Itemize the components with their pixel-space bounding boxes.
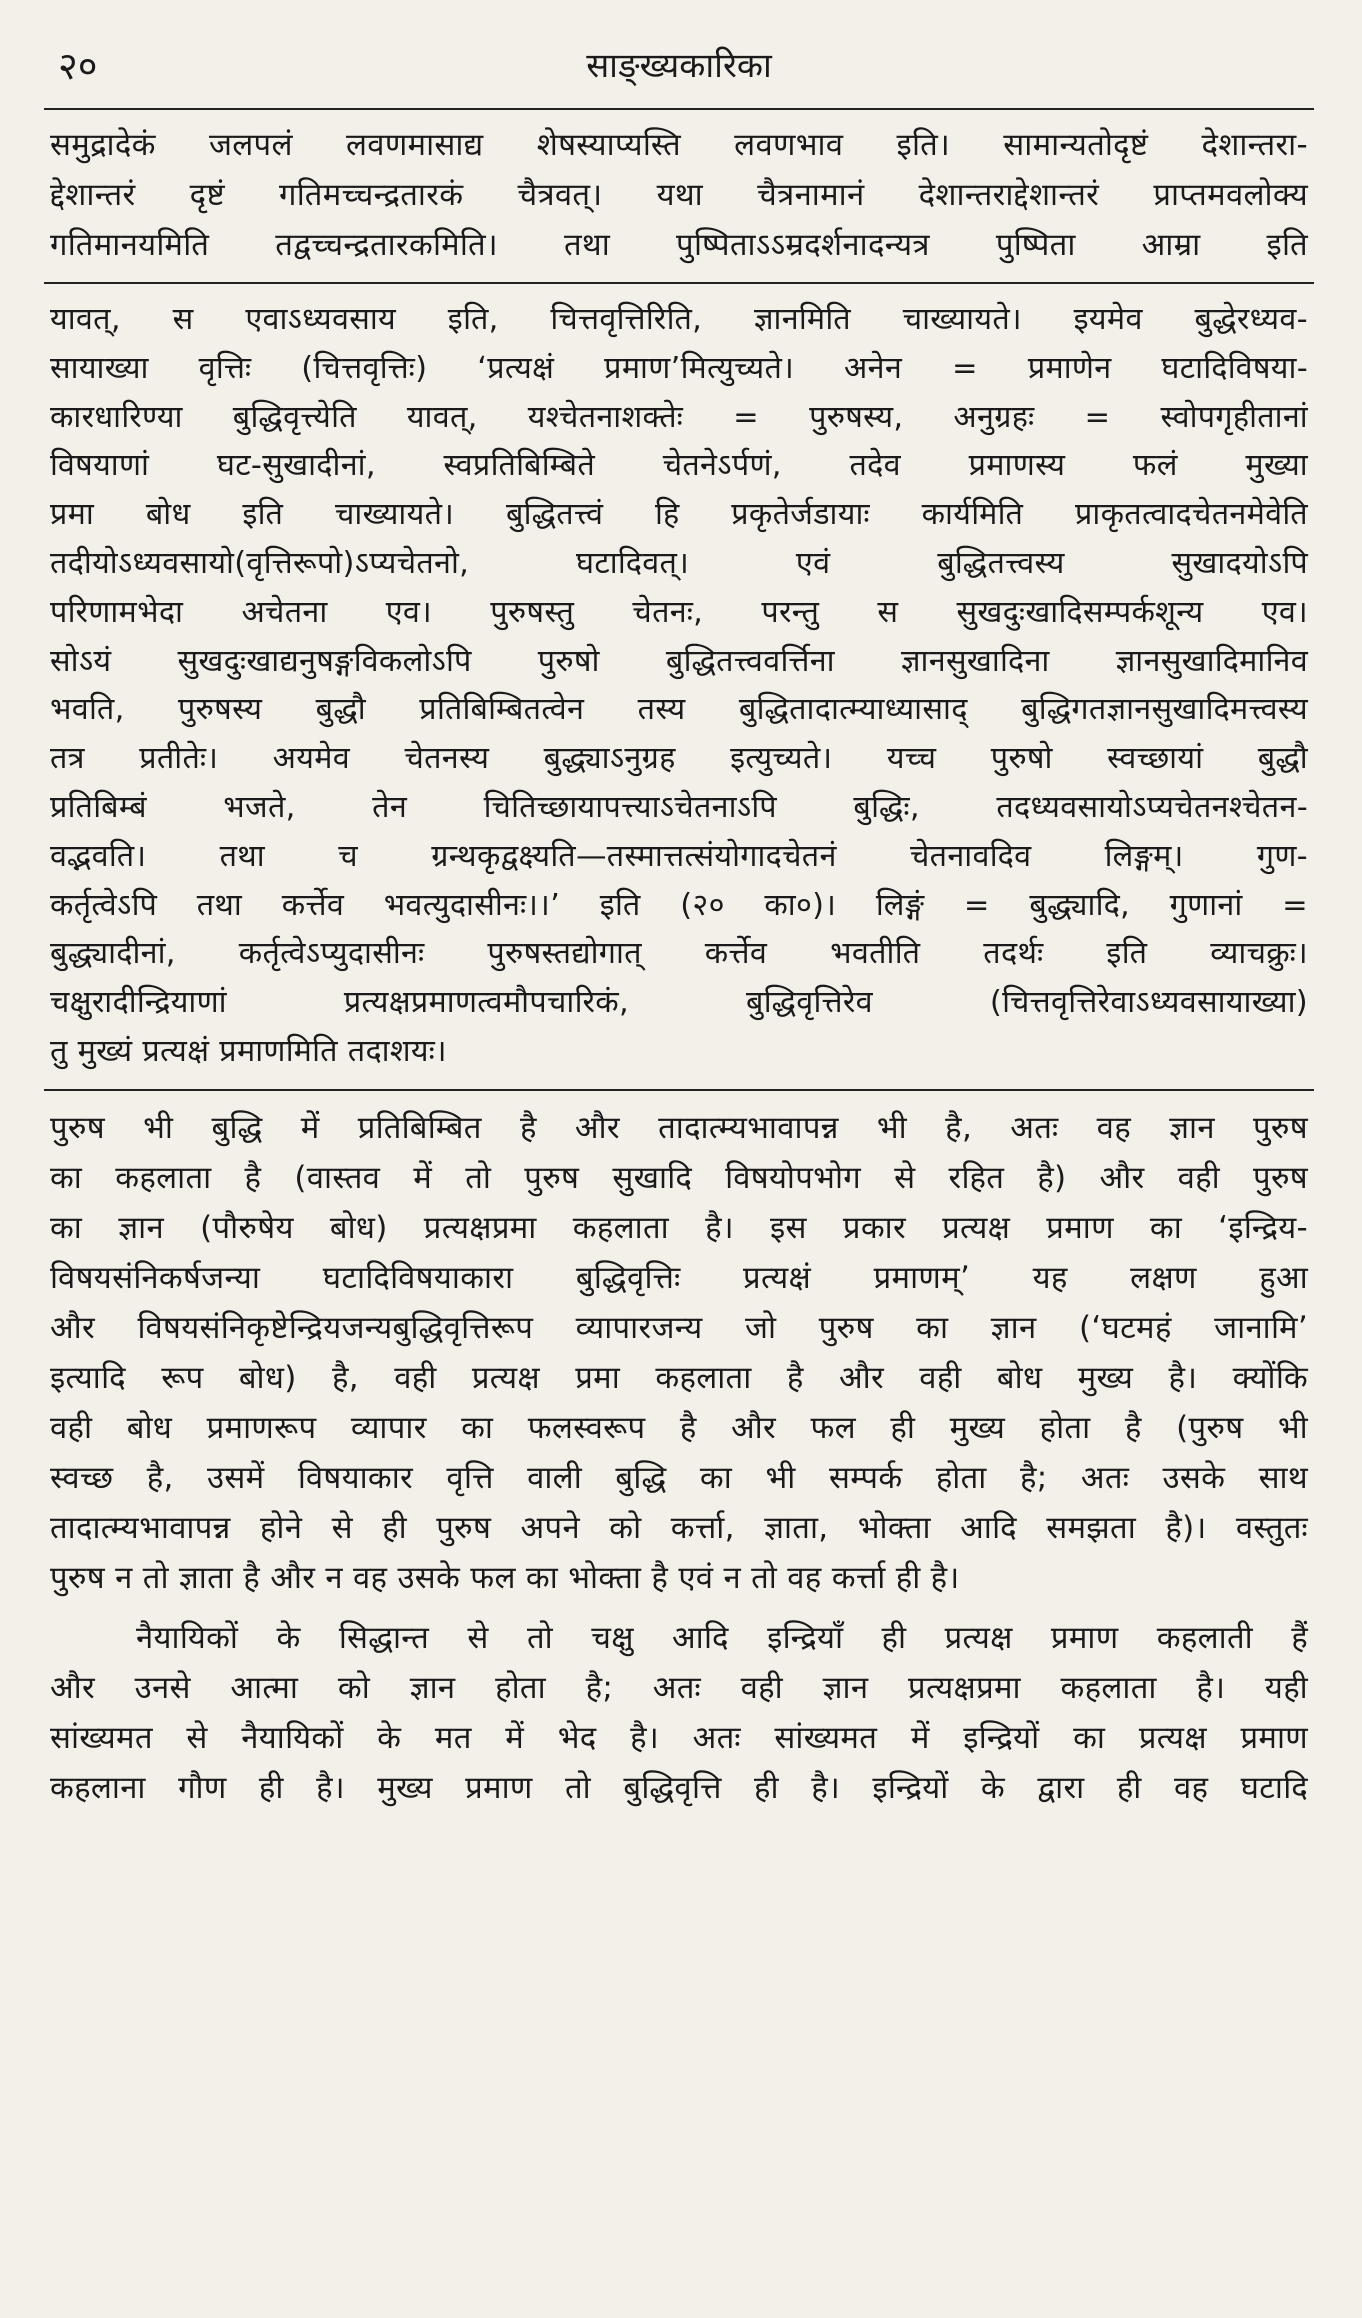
text-line: तत्र प्रतीतेः। अयमेव चेतनस्य बुद्ध्याऽनुग्रह इत्युच्यते। यच्च पुरुषो स्वच्छायां बुद्धौ (50, 741, 1308, 777)
text-line: विषयाणां घट-सुखादीनां, स्वप्रतिबिम्बिते चेतनेऽर्पणं, तदेव प्रमाणस्य फलं मुख्या (50, 448, 1308, 484)
hindi-paragraph-1 (50, 1103, 1308, 1603)
text-line: विषयसंनिकर्षजन्या घटादिविषयाकारा बुद्धिवृत्तिः प्रत्यक्षं प्रमाणम्’ यह लक्षण हुआ (50, 1259, 1308, 1296)
hindi-paragraph-2 (50, 1613, 1308, 1813)
text-line: इत्यादि रूप बोध) है, वही प्रत्यक्ष प्रमा कहलाता है और वही बोध मुख्य है। क्योंकि (50, 1359, 1308, 1396)
text-line: कहलाना गौण ही है। मुख्य प्रमाण तो बुद्धिवृत्ति ही है। इन्द्रियों के द्वारा ही वह घटादि (50, 1769, 1308, 1806)
text-line: परिणामभेदा अचेतना एव। पुरुषस्तु चेतनः, परन्तु स सुखदुःखादिसम्पर्कशून्य एव। (50, 594, 1308, 630)
text-line: तादात्म्यभावापन्न होने से ही पुरुष अपने को कर्त्ता, ज्ञाता, भोक्ता आदि समझता है)। वस्तुतः (50, 1509, 1308, 1546)
text-line: और उनसे आत्मा को ज्ञान होता है; अतः वही ज्ञान प्रत्यक्षप्रमा कहलाता है। यही (50, 1669, 1308, 1706)
text-line: द्देशान्तरं दृष्टं गतिमच्चन्द्रतारकं चैत्रवत्। यथा चैत्रनामानं देशान्तराद्देशान्तरं प्राप्तमवलोक्य (50, 177, 1308, 213)
text-line: यावत्, स एवाऽध्यवसाय इति, चित्तवृत्तिरिति, ज्ञानमिति चाख्यायते। इयमेव बुद्धेरध्यव- (50, 302, 1308, 337)
text-line: चक्षुरादीन्द्रियाणां प्रत्यक्षप्रमाणत्वमौपचारिकं, बुद्धिवृत्तिरेव (चित्तवृत्तिरेवाऽध्यवसायाख्या) (50, 985, 1308, 1021)
text-line: नैयायिकों के सिद्धान्त से तो चक्षु आदि इन्द्रियाँ ही प्रत्यक्ष प्रमाण कहलाती हैं (136, 1619, 1308, 1656)
hindi-translation-block (44, 1091, 1314, 1813)
original-text-block (44, 110, 1314, 282)
commentary-block (44, 284, 1314, 1089)
text-line: गतिमानयमिति तद्वच्चन्द्रतारकमिति। तथा पुष्पिताऽऽम्रदर्शनादन्यत्र पुष्पिता आम्रा इति (50, 227, 1308, 263)
text-line: समुद्रादेकं जलपलं लवणमासाद्य शेषस्याप्यस्ति लवणभाव इति। सामान्यतोदृष्टं देशान्तरा- (50, 127, 1308, 163)
text-line: वद्भवति। तथा च ग्रन्थकृद्वक्ष्यति—तस्मात्तत्संयोगादचेतनं चेतनावदिव लिङ्गम्। गुण- (50, 838, 1308, 874)
page-header (44, 40, 1314, 92)
text-line: कारधारिण्या बुद्धिवृत्त्येति यावत्, यश्चेतनाशक्तेः = पुरुषस्य, अनुग्रहः = स्वोपगृहीतानां (50, 399, 1308, 435)
text-line: सायाख्या वृत्तिः (चित्तवृत्तिः) ‘प्रत्यक्षं प्रमाण’मित्युच्यते। अनेन = प्रमाणेन घटादिविषया- (50, 350, 1308, 386)
text-line: सांख्यमत से नैयायिकों के मत में भेद है। अतः सांख्यमत में इन्द्रियों का प्रत्यक्ष प्रमाण (50, 1719, 1308, 1756)
running-title: साङ्ख्यकारिका (586, 46, 772, 86)
text-line: पुरुष न तो ज्ञाता है और न वह उसके फल का भोक्ता है एवं न तो वह कर्त्ता ही है। (50, 1559, 960, 1596)
text-line: तदीयोऽध्यवसायो(वृत्तिरूपो)ऽप्यचेतनो, घटादिवत्। एवं बुद्धितत्त्वस्य सुखादयोऽपि (50, 545, 1308, 581)
text-line: का ज्ञान (पौरुषेय बोध) प्रत्यक्षप्रमा कहलाता है। इस प्रकार प्रत्यक्ष प्रमाण का ‘इन्द्रिय- (50, 1209, 1308, 1246)
text-line: पुरुष भी बुद्धि में प्रतिबिम्बित है और तादात्म्यभावापन्न भी है, अतः वह ज्ञान पुरुष (50, 1109, 1308, 1146)
page-number: २० (58, 44, 98, 88)
text-line: तु मुख्यं प्रत्यक्षं प्रमाणमिति तदाशयः। (50, 1033, 447, 1069)
text-line: भवति, पुरुषस्य बुद्धौ प्रतिबिम्बितत्वेन तस्य बुद्धितादात्म्याध्यासाद् बुद्धिगतज्ञानसुखादिमत्त्वस्य (50, 692, 1308, 728)
text-line: सोऽयं सुखदुःखाद्यनुषङ्गविकलोऽपि पुरुषो बुद्धितत्त्ववर्त्तिना ज्ञानसुखादिना ज्ञानसुखादिमानिव (50, 643, 1308, 679)
text-line: प्रतिबिम्बं भजते, तेन चितिच्छायापत्त्याऽचेतनाऽपि बुद्धिः, तदध्यवसायोऽप्यचेतनश्चेतन- (50, 789, 1308, 825)
text-line: और विषयसंनिकृष्टेन्द्रियजन्यबुद्धिवृत्तिरूप व्यापारजन्य जो पुरुष का ज्ञान (‘घटमहं जानामि’ (50, 1309, 1308, 1346)
text-line: स्वच्छ है, उसमें विषयाकार वृत्ति वाली बुद्धि का भी सम्पर्क होता है; अतः उसके साथ (50, 1459, 1308, 1496)
text-line: प्रमा बोध इति चाख्यायते। बुद्धितत्त्वं हि प्रकृतेर्जडायाः कार्यमिति प्राकृतत्वादचेतनमेवेति (50, 497, 1308, 533)
book-page (44, 40, 1314, 1813)
text-line: वही बोध प्रमाणरूप व्यापार का फलस्वरूप है और फल ही मुख्य होता है (पुरुष भी (50, 1409, 1308, 1446)
text-line: का कहलाता है (वास्तव में तो पुरुष सुखादि विषयोपभोग से रहित है) और वही पुरुष (50, 1159, 1308, 1196)
paragraph-gap (50, 1603, 1308, 1613)
text-line: बुद्ध्यादीनां, कर्तृत्वेऽप्युदासीनः पुरुषस्तद्योगात् कर्त्तेव भवतीति तदर्थः इति व्याचक्रुः। (50, 936, 1308, 972)
text-line: कर्तृत्वेऽपि तथा कर्त्तेव भवत्युदासीनः।।’ इति (२० का०)। लिङ्गं = बुद्ध्यादि, गुणानां = (50, 887, 1308, 923)
